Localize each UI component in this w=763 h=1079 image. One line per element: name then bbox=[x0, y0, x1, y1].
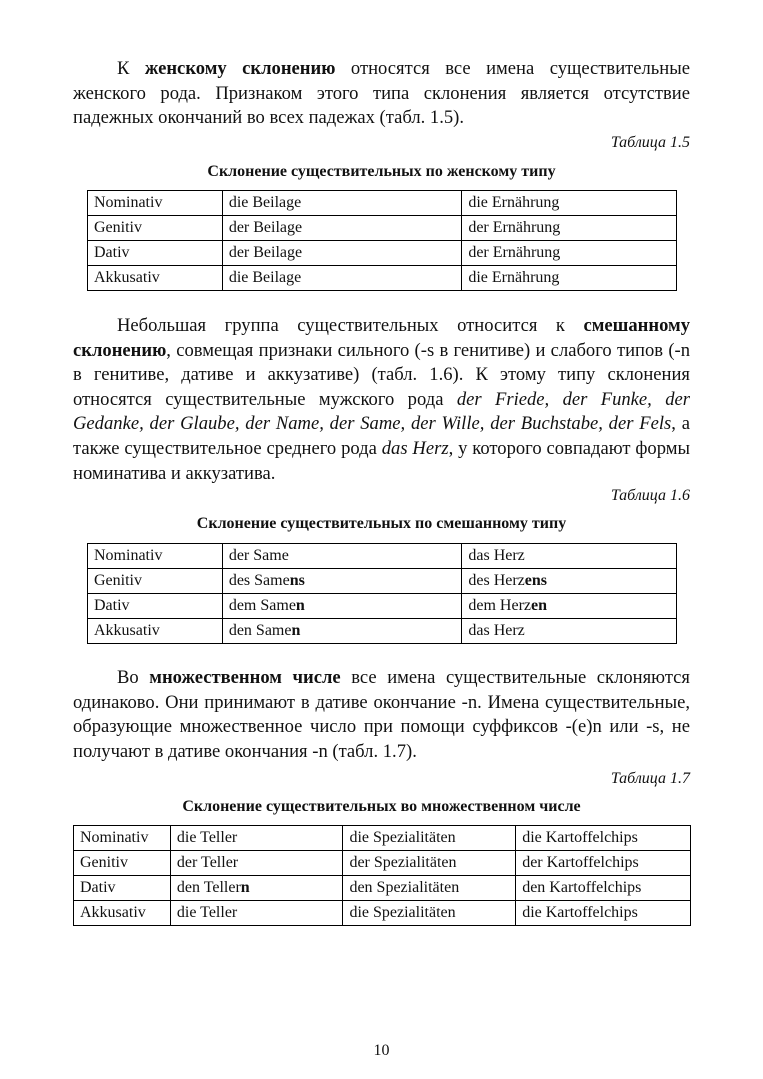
case-cell: Akkusativ bbox=[74, 901, 171, 926]
case-cell: Genitiv bbox=[88, 569, 223, 594]
form-cell: dem Samen bbox=[222, 594, 462, 619]
form-cell: den Tellern bbox=[170, 876, 343, 901]
form-cell: die Ernährung bbox=[462, 266, 677, 291]
form-cell: die Teller bbox=[170, 901, 343, 926]
form-cell: die Kartoffelchips bbox=[516, 901, 691, 926]
examples-masculine: der Friede, der Funke, der Gedanke, der Glaube, der Name, der Same, der Wille, der Buchstabe, der Fels bbox=[73, 388, 690, 435]
form-cell: den Kartoffelchips bbox=[516, 876, 691, 901]
case-cell: Akkusativ bbox=[88, 266, 223, 291]
table-row bbox=[88, 544, 677, 569]
table-label-1-5: Таблица 1.5 bbox=[610, 134, 690, 151]
table-row bbox=[74, 826, 691, 851]
table-label-1-7: Таблица 1.7 bbox=[610, 770, 690, 787]
table-caption-1-6: Склонение существительных по смешанному типу bbox=[196, 515, 567, 532]
case-cell: Genitiv bbox=[74, 851, 171, 876]
case-cell: Dativ bbox=[74, 876, 171, 901]
form-cell: die Teller bbox=[170, 826, 343, 851]
form-cell: der Beilage bbox=[222, 241, 462, 266]
form-cell: der Beilage bbox=[222, 216, 462, 241]
table-caption-1-5: Склонение существительных по женскому типу bbox=[207, 163, 556, 180]
case-cell: Dativ bbox=[88, 241, 223, 266]
form-cell: der Ernährung bbox=[462, 216, 677, 241]
case-cell: Genitiv bbox=[88, 216, 223, 241]
table-1-7 bbox=[73, 825, 691, 926]
table-row bbox=[88, 619, 677, 644]
paragraph-mixed: Небольшая группа существительных относится к смешанному склонению, совмещая признаки сильного (-s в генитиве) и слабого типов (-n в генитиве, дативе и аккузативе) (табл. 1.6). К этому типу склонения относятся существительные мужского рода der Friede, der Funke, der Gedanke, der Glaube, der Name, der Same, der Wille, der Buchstabe, der Fels, а также существительное среднего рода das Herz, у которого совпадают формы номинатива и аккузатива. bbox=[73, 315, 690, 484]
form-cell: dem Herzen bbox=[462, 594, 677, 619]
form-cell: der Ernährung bbox=[462, 241, 677, 266]
table-row bbox=[88, 241, 677, 266]
form-cell: die Beilage bbox=[222, 266, 462, 291]
case-cell: Nominativ bbox=[88, 544, 223, 569]
table-label-1-6: Таблица 1.6 bbox=[610, 487, 690, 504]
form-cell: der Kartoffelchips bbox=[516, 851, 691, 876]
table-row bbox=[74, 851, 691, 876]
form-cell: der Teller bbox=[170, 851, 343, 876]
case-cell: Akkusativ bbox=[88, 619, 223, 644]
paragraph-plural: Во множественном числе все имена существительные склоняются одинаково. Они принимают в дативе окончание -n. Имена существительные, образующие множественное число при помощи суффиксов -(e)n или -s, не получают в дативе окончания -n (табл. 1.7). bbox=[73, 667, 690, 762]
table-row bbox=[88, 191, 677, 216]
page-number: 10 bbox=[373, 1042, 390, 1059]
case-cell: Nominativ bbox=[88, 191, 223, 216]
form-cell: die Spezialitäten bbox=[343, 901, 516, 926]
form-cell: des Samens bbox=[222, 569, 462, 594]
table-row bbox=[88, 594, 677, 619]
form-cell: der Same bbox=[222, 544, 462, 569]
paragraph-feminine: К женскому склонению относятся все имена существительные женского рода. Признаком этого типа склонения является отсутствие падежных окончаний во всех падежах (табл. 1.5). bbox=[73, 58, 690, 129]
form-cell: die Beilage bbox=[222, 191, 462, 216]
case-cell: Dativ bbox=[88, 594, 223, 619]
table-row bbox=[74, 876, 691, 901]
table-1-5 bbox=[87, 190, 677, 291]
form-cell: das Herz bbox=[462, 619, 677, 644]
form-cell: des Herzens bbox=[462, 569, 677, 594]
form-cell: den Samen bbox=[222, 619, 462, 644]
form-cell: die Ernährung bbox=[462, 191, 677, 216]
table-row bbox=[74, 901, 691, 926]
table-row bbox=[88, 216, 677, 241]
form-cell: die Kartoffelchips bbox=[516, 826, 691, 851]
table-row bbox=[88, 569, 677, 594]
table-1-6 bbox=[87, 543, 677, 644]
term-feminine: женскому склонению bbox=[144, 58, 336, 79]
form-cell: den Spezialitäten bbox=[343, 876, 516, 901]
example-neuter: das Herz bbox=[381, 437, 449, 459]
form-cell: das Herz bbox=[462, 544, 677, 569]
case-cell: Nominativ bbox=[74, 826, 171, 851]
table-caption-1-7: Склонение существительных во множественном числе bbox=[182, 798, 581, 815]
form-cell: der Spezialitäten bbox=[343, 851, 516, 876]
term-mixed: смешанному склонению bbox=[73, 315, 690, 361]
form-cell: die Spezialitäten bbox=[343, 826, 516, 851]
table-row bbox=[88, 266, 677, 291]
term-plural: множественном числе bbox=[149, 667, 341, 688]
